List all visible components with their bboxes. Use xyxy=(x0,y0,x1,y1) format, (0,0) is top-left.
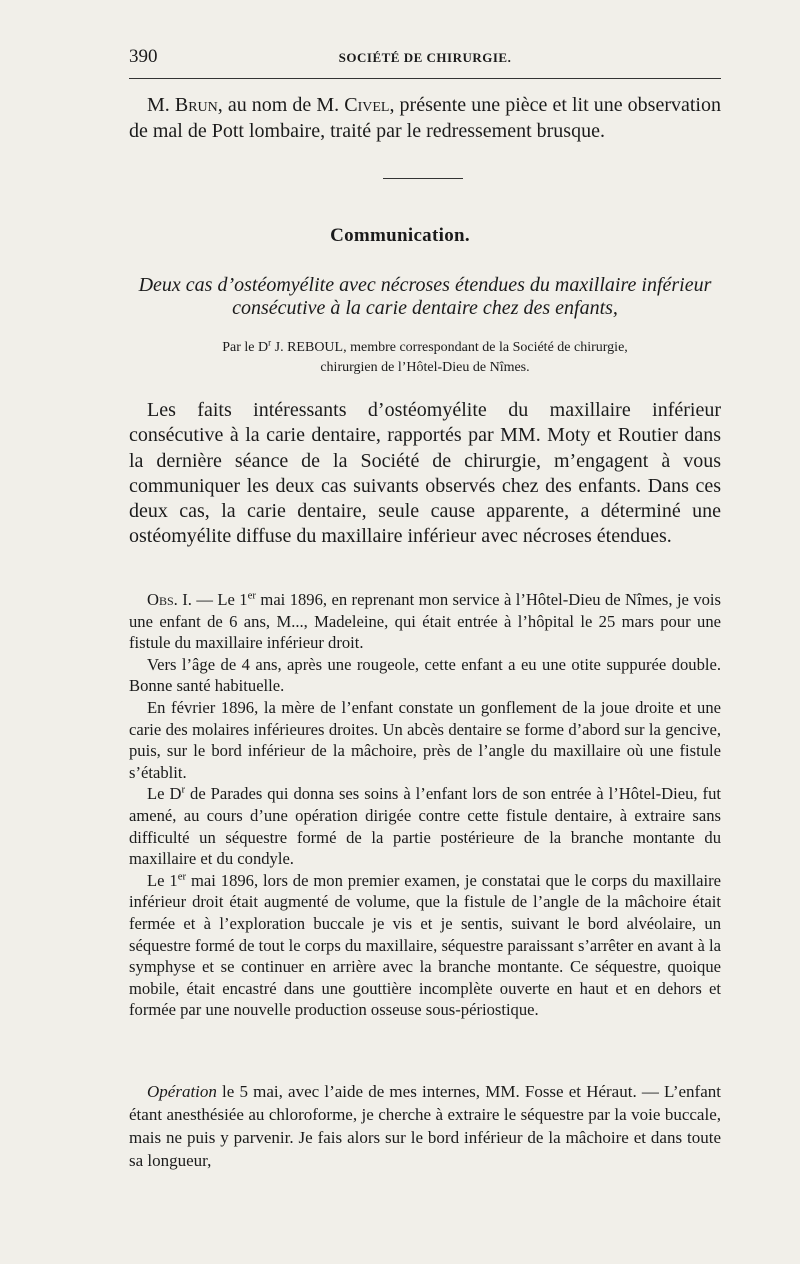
obs-p1-a: — Le 1 xyxy=(191,590,248,609)
section-title: Communication. xyxy=(330,225,470,246)
intro-paragraph xyxy=(129,93,721,144)
obs-paragraph-4 xyxy=(129,783,721,869)
byline-line1-text: J. REBOUL, membre correspondant de la Société de chirurgie, xyxy=(271,340,628,355)
obs-paragraph-3: En février 1896, la mère de l’enfant constate un gonflement de la joue droite et une carie des molaires inférieures droites. Un abcès dentaire se forme d’abord sur la gencive, puis, sur le bord inférieur de la mâchoire, près de l’angle du maxillaire où une fistule s’établit. xyxy=(129,697,721,782)
byline-sup: r xyxy=(268,337,272,348)
byline xyxy=(129,338,721,378)
byline-line-2: chirurgien de l’Hôtel-Dieu de Nîmes. xyxy=(320,360,530,375)
obs-p1-b: mai 1896, en reprenant mon service à l’Hôtel-Dieu de Nîmes, je vois une enfant de 6 ans, M..., Madeleine, qui était entrée à l’hôpital le 25 mars pour une fistule du maxillaire inférieur droit. xyxy=(129,590,722,653)
page-number: 390 xyxy=(129,46,158,67)
obs-paragraph-2: Vers l’âge de 4 ans, après une rougeole, cette enfant a eu une otite suppurée double. Bonne santé habituelle. xyxy=(129,654,721,696)
page-header xyxy=(129,46,721,68)
observation-block xyxy=(129,589,721,1021)
running-title: SOCIÉTÉ DE CHIRURGIE. xyxy=(338,50,512,65)
obs-p1-sup: er xyxy=(247,589,256,602)
obs-p5-sup: er xyxy=(177,870,187,883)
intro-name-civel: Civel xyxy=(344,94,390,116)
article-title: Deux cas d’ostéomyélite avec nécroses étendues du maxillaire inférieur consécutive à la carie dentaire chez des enfants, xyxy=(138,274,712,319)
byline-line-1 xyxy=(129,338,721,358)
obs-p5-a: Le 1 xyxy=(147,870,178,890)
obs-p5-b: mai 1896, lors de mon premier examen, je constatai que le corps du maxillaire inférieur droit était augmenté de volume, que la fistule de l’angle de la mâchoire était fermée et à l’exploration buccale je vis et je sentis, suivant le bord alvéolaire, un séquestre formé de tout le corps du maxillaire, séquestre paraissant s’arrêter en avant à la symphyse et se continuer en arrière avec la branche montante. Ce séquestre, quoique mobile, était encastré dans une gouttière incomplète ouverte en haut et en dehors et formée par une nouvelle production osseuse sous-périostique. xyxy=(129,870,721,1020)
intro-rest: , présente une pièce et lit une observation de mal de Pott lombaire, traité par le redressement brusque. xyxy=(129,94,721,142)
operation-label: Opération xyxy=(147,1082,217,1101)
intro-prefix: M. xyxy=(147,94,175,116)
obs-p4-b: de Parades qui donna ses soins à l’enfant lors de son entrée à l’Hôtel-Dieu, fut amené, au cours d’une opération dirigée contre cette fistule dentaire, à extraire sans difficulté un séquestre formé de la partie postérieure de la branche montante du maxillaire et du condyle. xyxy=(129,784,721,869)
main-paragraph: Les faits intéressants d’ostéomyélite du maxillaire inférieur consécutive à la carie dentaire, rapportés par MM. Moty et Routier dans la dernière séance de la Société de chirurgie, m’engagent à vous communiquer les deux cas suivants observés chez des enfants. Dans ces deux cas, la carie dentaire, seule cause apparente, a déterminé une ostéomyélite diffuse du maxillaire inférieur avec nécroses étendues. xyxy=(129,399,721,548)
intro-name-brun: Brun xyxy=(174,94,218,116)
obs-label: Obs. I. xyxy=(147,590,192,609)
header-rule xyxy=(129,78,721,79)
intro-middle: , au nom de M. xyxy=(217,94,345,116)
separator-rule xyxy=(383,178,463,179)
obs-paragraph-5 xyxy=(129,870,721,1021)
byline-pre: Par le D xyxy=(222,340,269,355)
operation-paragraph xyxy=(129,1080,721,1172)
operation-text: le 5 mai, avec l’aide de mes internes, MM. Fosse et Héraut. — L’enfant étant anesthésiée au chloroforme, je cherche à extraire le séquestre par la voie buccale, mais ne puis y parvenir. Je fais alors sur le bord inférieur de la mâchoire et dans toute sa longueur, xyxy=(129,1082,721,1170)
operation-block xyxy=(129,1080,721,1172)
obs-p4-sup: r xyxy=(181,783,186,796)
obs-p4-a: Le D xyxy=(147,784,182,804)
obs-paragraph-1 xyxy=(129,589,721,654)
